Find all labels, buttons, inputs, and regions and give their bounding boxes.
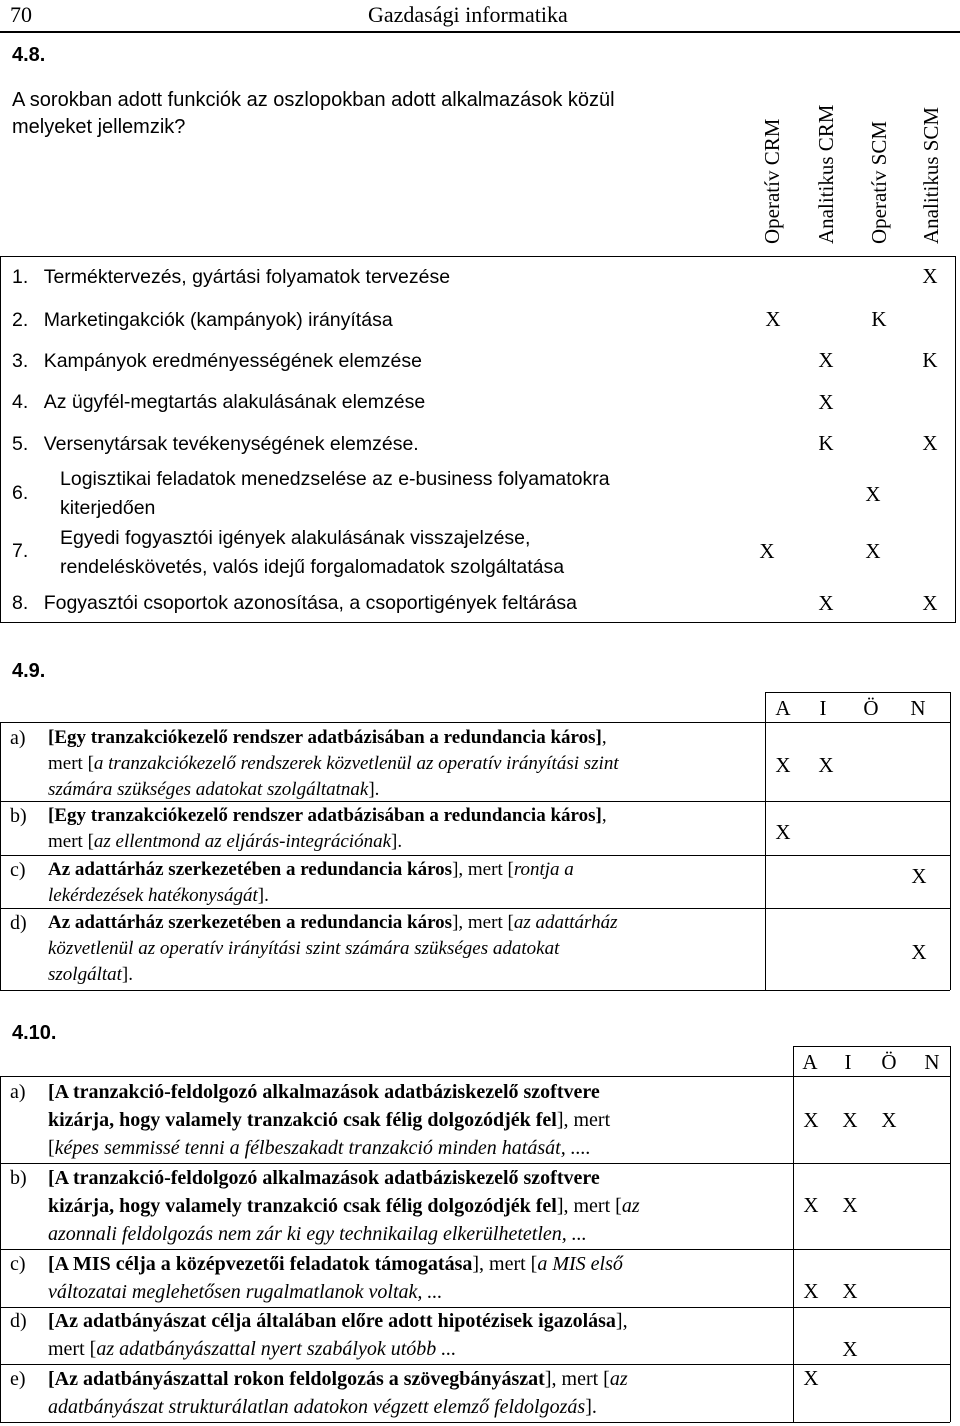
- row-number: 1.: [12, 266, 29, 288]
- connector: ].: [257, 885, 269, 906]
- grid-cell-mark: X: [803, 1366, 819, 1390]
- grid-header-n: N: [924, 1050, 940, 1074]
- row-text: Fogyasztói csoportok azonosítása, a csoportigények feltárása: [43, 592, 577, 614]
- table-left-border: [0, 256, 1, 622]
- reason: szolgáltat: [48, 964, 122, 985]
- grid-line: [0, 722, 950, 723]
- row-text: Marketingakciók (kampányok) irányítása: [43, 309, 393, 331]
- table-top-rule: [0, 256, 956, 257]
- row-text: Versenytársak tevékenységének elemzése.: [43, 433, 419, 455]
- table-cell-mark: K: [818, 431, 834, 455]
- table-row: [12, 309, 393, 332]
- grid-header-o: Ö: [881, 1050, 897, 1074]
- reason: az adatbányászattal nyert szabályok utóbb ...: [96, 1338, 457, 1360]
- grid-header-a: A: [775, 696, 791, 720]
- connector: ],: [615, 1310, 628, 1332]
- statement: Az adattárház szerkezetében a redundancia káros: [48, 912, 453, 933]
- item-label: b): [10, 1167, 27, 1189]
- reason: az: [621, 1195, 640, 1217]
- connector: [: [48, 1137, 55, 1159]
- grid-line: [0, 1076, 950, 1077]
- connector: ], mert [: [472, 1253, 538, 1275]
- item-label: b): [10, 805, 27, 827]
- grid-line: [793, 1046, 950, 1047]
- connector: mert [: [48, 753, 94, 774]
- table-cell-mark: X: [865, 482, 881, 506]
- header-rule: [0, 31, 960, 33]
- section-intro-line-2: melyeket jellemzik?: [12, 116, 186, 138]
- item-label: d): [10, 912, 27, 934]
- statement: Az adattárház szerkezetében a redundancia káros: [48, 859, 453, 880]
- item-label: a): [10, 1081, 26, 1103]
- table-cell-mark: X: [865, 539, 881, 563]
- reason: azonnali feldolgozás nem zár ki egy technikailag elkerülhetetlen, ...: [48, 1223, 587, 1245]
- row-number: 6.: [12, 482, 29, 504]
- reason: képes semmissé tenni a félbeszakadt tranzakció minden hatását, ....: [54, 1137, 591, 1159]
- connector: ], mert [: [452, 859, 514, 880]
- table-row: [12, 266, 450, 289]
- row-number: 2.: [12, 309, 29, 331]
- table-cell-mark: X: [818, 348, 834, 372]
- section-number-4-10: 4.10.: [12, 1022, 57, 1044]
- column-header-operativ-scm: Operatív SCM: [867, 120, 891, 244]
- grid-line: [0, 722, 1, 990]
- row-number: 8.: [12, 592, 29, 614]
- grid-line: [793, 1046, 794, 1422]
- grid-line: [0, 990, 950, 991]
- grid-line: [765, 692, 950, 693]
- item-text: [48, 803, 758, 855]
- reason: az ellentmond az eljárás-integrációnak: [93, 831, 392, 852]
- table-right-border: [955, 256, 956, 622]
- table-cell-mark: X: [818, 390, 834, 414]
- reason: az: [609, 1368, 628, 1390]
- reason: közvetlenül az operatív irányítási szint számára szükséges adatokat: [48, 938, 560, 959]
- page-number: 70: [10, 2, 32, 27]
- statement: [Az adatbányászattal rokon feldolgozás a szövegbányászat: [48, 1368, 545, 1390]
- section-number-4-9: 4.9.: [12, 660, 46, 682]
- running-title: Gazdasági informatika: [368, 2, 568, 27]
- table-row: [12, 350, 422, 373]
- grid-line: [0, 1076, 1, 1422]
- grid-cell-mark: X: [803, 1108, 819, 1132]
- row-text: Terméktervezés, gyártási folyamatok tervezése: [43, 266, 451, 288]
- statement: [A tranzakció-feldolgozó alkalmazások adatbáziskezelő szoftvere: [48, 1081, 600, 1103]
- reason: rontja a: [513, 859, 574, 880]
- item-text: [48, 1078, 788, 1162]
- grid-cell-mark: X: [775, 820, 791, 844]
- row-number: 5.: [12, 433, 29, 455]
- row-text-continued: rendeléskövetés, valós idejű forgalomadatok szolgáltatása: [60, 556, 565, 578]
- connector: ].: [368, 779, 380, 800]
- connector: ].: [585, 1396, 597, 1418]
- connector: ], mert: [556, 1109, 611, 1131]
- item-text: [48, 1250, 788, 1306]
- table-cell-mark: K: [922, 348, 938, 372]
- connector: ].: [391, 831, 403, 852]
- grid-cell-mark: X: [842, 1193, 858, 1217]
- grid-header-a: A: [802, 1050, 818, 1074]
- grid-cell-mark: X: [911, 864, 927, 888]
- connector: ,: [601, 727, 607, 748]
- grid-cell-mark: X: [911, 940, 927, 964]
- item-text: [48, 1365, 788, 1421]
- grid-cell-mark: X: [842, 1279, 858, 1303]
- row-number: 4.: [12, 391, 29, 413]
- connector: mert [: [48, 1338, 97, 1360]
- table-cell-mark: X: [922, 591, 938, 615]
- section-intro-line-1: A sorokban adott funkciók az oszlopokban adott alkalmazások közül: [12, 89, 615, 111]
- reason: lekérdezések hatékonyságát: [48, 885, 258, 906]
- section-number-4-8: 4.8.: [12, 44, 46, 66]
- grid-header-i: I: [819, 696, 827, 720]
- table-cell-mark: X: [765, 307, 781, 331]
- table-row: [12, 391, 425, 414]
- reason: számára szükséges adatokat szolgáltatnak: [48, 779, 369, 800]
- reason: változatai meglehetősen rugalmatlanok voltak, ...: [48, 1281, 443, 1303]
- item-label: c): [10, 1253, 26, 1275]
- statement: [A MIS célja a középvezetői feladatok támogatása: [48, 1253, 473, 1275]
- grid-line: [950, 692, 951, 990]
- table-cell-mark: K: [871, 307, 887, 331]
- statement: kizárja, hogy valamely tranzakció csak félig dolgozódjék fel: [48, 1195, 557, 1217]
- grid-cell-mark: X: [803, 1279, 819, 1303]
- grid-line: [765, 692, 766, 990]
- row-text-continued: kiterjedően: [60, 497, 156, 519]
- column-header-operativ-crm: Operatív CRM: [760, 118, 784, 244]
- statement: [Az adatbányászat célja általában előre adott hipotézisek igazolása: [48, 1310, 616, 1332]
- connector: mert [: [48, 831, 94, 852]
- grid-cell-mark: X: [881, 1108, 897, 1132]
- grid-header-n: N: [910, 696, 926, 720]
- grid-cell-mark: X: [842, 1108, 858, 1132]
- row-number: 3.: [12, 350, 29, 372]
- item-text: [48, 1307, 788, 1363]
- column-header-analitikus-crm: Analitikus CRM: [814, 104, 838, 244]
- grid-cell-mark: X: [775, 753, 791, 777]
- item-text: [48, 725, 758, 803]
- grid-cell-mark: X: [842, 1337, 858, 1361]
- item-text: [48, 1164, 788, 1248]
- connector: ], mert [: [544, 1368, 610, 1390]
- item-text: [48, 857, 758, 909]
- grid-cell-mark: X: [803, 1193, 819, 1217]
- statement: [Egy tranzakciókezelő rendszer adatbázisában a redundancia káros]: [48, 727, 602, 748]
- statement: [A tranzakció-feldolgozó alkalmazások adatbáziskezelő szoftvere: [48, 1167, 600, 1189]
- connector: ], mert [: [452, 912, 514, 933]
- table-row: [12, 592, 577, 615]
- reason: a tranzakciókezelő rendszerek közvetlenül az operatív irányítási szint: [93, 753, 619, 774]
- reason: az adattárház: [513, 912, 618, 933]
- connector: ,: [601, 805, 607, 826]
- reason: adatbányászat strukturálatlan adatokon végzett elemző feldolgozás: [48, 1396, 586, 1418]
- table-cell-mark: X: [818, 591, 834, 615]
- item-label: a): [10, 727, 26, 749]
- row-text: Egyedi fogyasztói igények alakulásának visszajelzése,: [60, 527, 531, 549]
- row-text: Kampányok eredményességének elemzése: [43, 350, 422, 372]
- item-label: e): [10, 1368, 26, 1390]
- grid-header-o: Ö: [863, 696, 879, 720]
- grid-header-i: I: [844, 1050, 852, 1074]
- item-label: d): [10, 1310, 27, 1332]
- item-label: c): [10, 859, 26, 881]
- grid-line: [0, 855, 950, 856]
- table-cell-mark: X: [759, 539, 775, 563]
- row-text: Az ügyfél-megtartás alakulásának elemzése: [43, 391, 426, 413]
- column-header-analitikus-scm: Analitikus SCM: [919, 106, 943, 244]
- table-bottom-rule: [0, 622, 956, 623]
- statement: [Egy tranzakciókezelő rendszer adatbázisában a redundancia káros]: [48, 805, 602, 826]
- reason: a MIS első: [537, 1253, 623, 1275]
- grid-line: [0, 1422, 950, 1423]
- grid-line: [950, 1046, 951, 1422]
- statement: kizárja, hogy valamely tranzakció csak félig dolgozódjék fel: [48, 1109, 557, 1131]
- table-row: [12, 433, 419, 456]
- table-cell-mark: X: [922, 431, 938, 455]
- table-cell-mark: X: [922, 264, 938, 288]
- row-number: 7.: [12, 540, 29, 562]
- row-text: Logisztikai feladatok menedzselése az e-business folyamatokra: [60, 468, 610, 490]
- grid-cell-mark: X: [818, 753, 834, 777]
- connector: ].: [121, 964, 133, 985]
- connector: ], mert [: [556, 1195, 622, 1217]
- item-text: [48, 910, 758, 988]
